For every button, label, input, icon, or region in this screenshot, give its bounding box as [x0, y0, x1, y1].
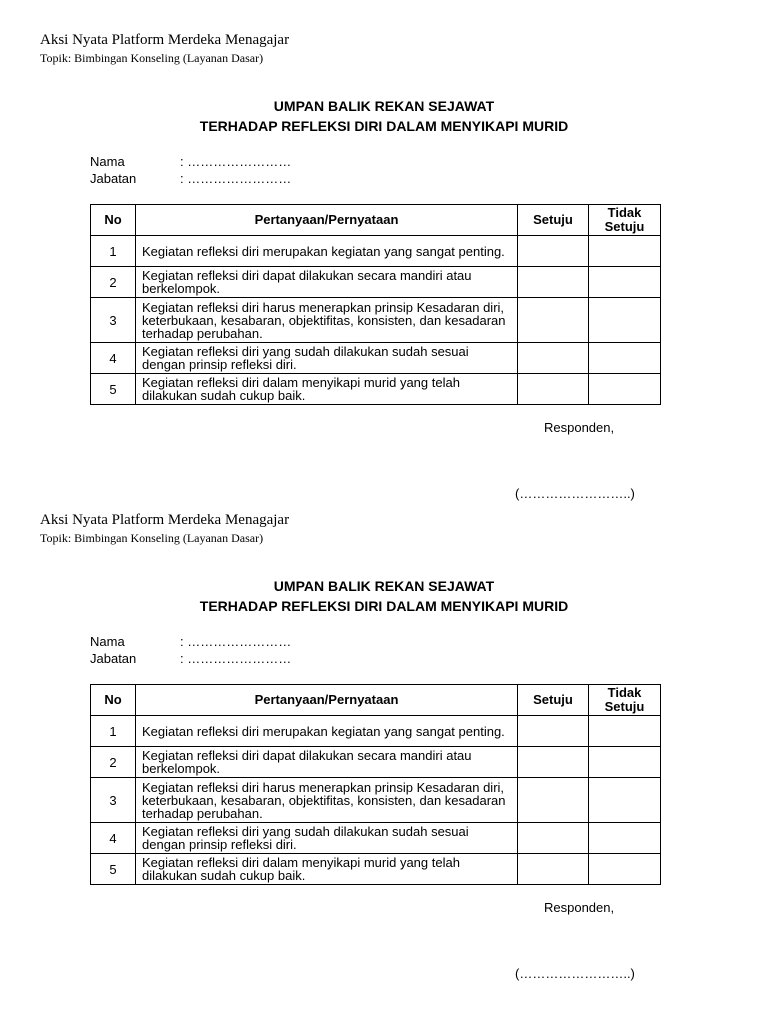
row-number: 3 — [91, 778, 136, 823]
disagree-checkbox[interactable] — [589, 298, 661, 343]
table-row — [91, 778, 661, 823]
nama-label: Nama — [90, 154, 125, 169]
table-row — [91, 343, 661, 374]
table-row — [91, 854, 661, 885]
table-header-row — [91, 205, 661, 236]
header-disagree: Tidak Setuju — [589, 205, 661, 236]
header-agree: Setuju — [518, 685, 589, 716]
form-title-line2: TERHADAP REFLEKSI DIRI DALAM MENYIKAPI MURID — [199, 118, 569, 134]
header-no: No — [91, 685, 136, 716]
form-title-line2: TERHADAP REFLEKSI DIRI DALAM MENYIKAPI MURID — [199, 598, 569, 614]
agree-checkbox[interactable] — [518, 823, 589, 854]
questionnaire-table — [90, 684, 661, 885]
row-number: 5 — [91, 854, 136, 885]
table-header-row — [91, 685, 661, 716]
header-agree: Setuju — [518, 205, 589, 236]
nama-label: Nama — [90, 634, 125, 649]
disagree-checkbox[interactable] — [589, 267, 661, 298]
table-row — [91, 374, 661, 405]
nama-field[interactable]: : …………………… — [180, 154, 292, 169]
table-row — [91, 298, 661, 343]
jabatan-field[interactable]: : …………………… — [180, 171, 292, 186]
table-row — [91, 747, 661, 778]
statement-text: Kegiatan refleksi diri harus menerapkan prinsip Kesadaran diri, keterbukaan, kesabaran, objektifitas, konsisten, dan kesadaran terhadap perubahan. — [136, 298, 518, 343]
jabatan-label: Jabatan — [90, 171, 137, 186]
form-title-line1: UMPAN BALIK REKAN SEJAWAT — [273, 578, 495, 594]
agree-checkbox[interactable] — [518, 298, 589, 343]
questionnaire-table — [90, 204, 661, 405]
jabatan-label: Jabatan — [90, 651, 137, 666]
row-number: 4 — [91, 343, 136, 374]
disagree-checkbox[interactable] — [589, 747, 661, 778]
nama-field[interactable]: : …………………… — [180, 634, 292, 649]
row-number: 1 — [91, 236, 136, 267]
row-number: 2 — [91, 267, 136, 298]
header-disagree: Tidak Setuju — [589, 685, 661, 716]
statement-text: Kegiatan refleksi diri yang sudah dilakukan sudah sesuai dengan prinsip refleksi diri. — [136, 823, 518, 854]
topic-line: Topik: Bimbingan Konseling (Layanan Dasar) — [40, 51, 264, 65]
disagree-checkbox[interactable] — [589, 716, 661, 747]
form-title-line1: UMPAN BALIK REKAN SEJAWAT — [273, 98, 495, 114]
statement-text: Kegiatan refleksi diri dapat dilakukan secara mandiri atau berkelompok. — [136, 747, 518, 778]
topic-line: Topik: Bimbingan Konseling (Layanan Dasar) — [40, 531, 264, 545]
row-number: 2 — [91, 747, 136, 778]
statement-text: Kegiatan refleksi diri dapat dilakukan secara mandiri atau berkelompok. — [136, 267, 518, 298]
header-statement: Pertanyaan/Pernyataan — [136, 205, 518, 236]
disagree-checkbox[interactable] — [589, 343, 661, 374]
row-number: 5 — [91, 374, 136, 405]
statement-text: Kegiatan refleksi diri harus menerapkan prinsip Kesadaran diri, keterbukaan, kesabaran, objektifitas, konsisten, dan kesadaran terhadap perubahan. — [136, 778, 518, 823]
table-row — [91, 236, 661, 267]
agree-checkbox[interactable] — [518, 778, 589, 823]
agree-checkbox[interactable] — [518, 267, 589, 298]
feedback-form-1 — [0, 0, 768, 501]
disagree-checkbox[interactable] — [589, 778, 661, 823]
agree-checkbox[interactable] — [518, 374, 589, 405]
agree-checkbox[interactable] — [518, 747, 589, 778]
signature-line[interactable]: (……………………..) — [515, 966, 635, 981]
agree-checkbox[interactable] — [518, 343, 589, 374]
header-no: No — [91, 205, 136, 236]
disagree-checkbox[interactable] — [589, 823, 661, 854]
row-number: 4 — [91, 823, 136, 854]
statement-text: Kegiatan refleksi diri dalam menyikapi murid yang telah dilakukan sudah cukup baik. — [136, 854, 518, 885]
org-name: Aksi Nyata Platform Merdeka Menagajar — [40, 32, 290, 48]
statement-text: Kegiatan refleksi diri merupakan kegiatan yang sangat penting. — [136, 716, 518, 747]
agree-checkbox[interactable] — [518, 236, 589, 267]
table-row — [91, 267, 661, 298]
disagree-checkbox[interactable] — [589, 374, 661, 405]
responden-label: Responden, — [544, 420, 615, 435]
responden-label: Responden, — [544, 900, 615, 915]
signature-line[interactable]: (……………………..) — [515, 486, 635, 501]
table-row — [91, 823, 661, 854]
jabatan-field[interactable]: : …………………… — [180, 651, 292, 666]
agree-checkbox[interactable] — [518, 716, 589, 747]
table-row — [91, 716, 661, 747]
agree-checkbox[interactable] — [518, 854, 589, 885]
statement-text: Kegiatan refleksi diri merupakan kegiatan yang sangat penting. — [136, 236, 518, 267]
disagree-checkbox[interactable] — [589, 854, 661, 885]
org-name: Aksi Nyata Platform Merdeka Menagajar — [40, 512, 290, 528]
disagree-checkbox[interactable] — [589, 236, 661, 267]
statement-text: Kegiatan refleksi diri dalam menyikapi murid yang telah dilakukan sudah cukup baik. — [136, 374, 518, 405]
feedback-form-2 — [0, 480, 768, 981]
row-number: 3 — [91, 298, 136, 343]
header-statement: Pertanyaan/Pernyataan — [136, 685, 518, 716]
row-number: 1 — [91, 716, 136, 747]
statement-text: Kegiatan refleksi diri yang sudah dilakukan sudah sesuai dengan prinsip refleksi diri. — [136, 343, 518, 374]
